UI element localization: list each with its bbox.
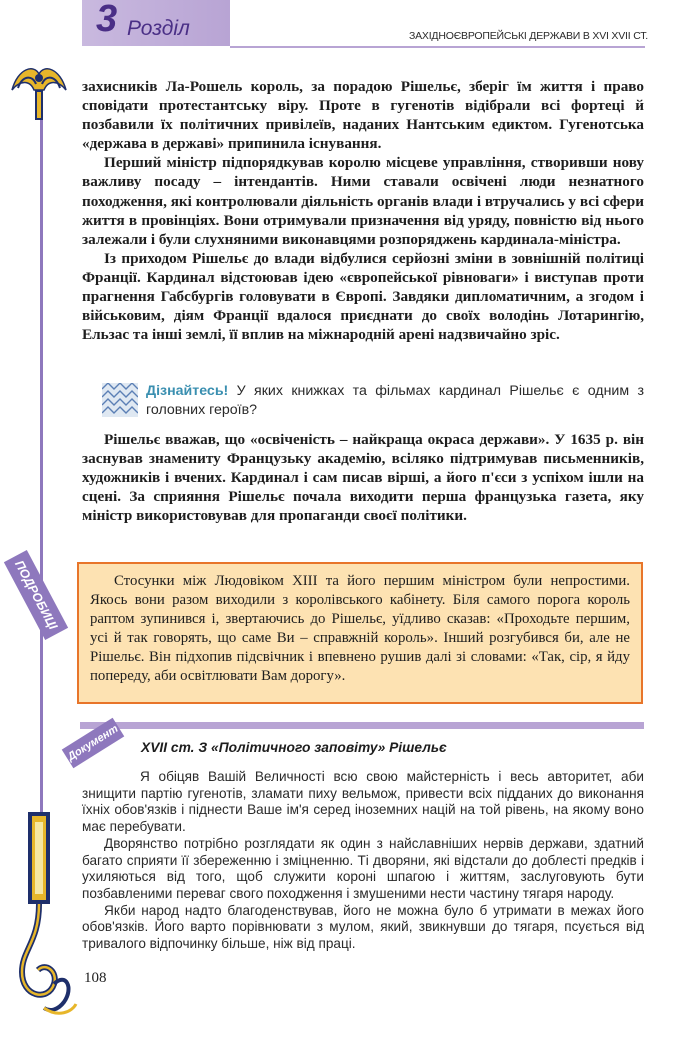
ornament-top-icon <box>8 60 70 124</box>
document-paragraph: Якби народ надто благоденствував, його не можна було б утримати в межах його обов'язків. Його варто порівнювати з мулом, який, звикнувши до тягаря, псується від тривалого відпочинку більше, ніж від праці. <box>82 902 644 952</box>
document-text <box>82 769 644 953</box>
find-out-label: Дізнайтесь! <box>146 383 229 399</box>
header-rule <box>230 46 645 48</box>
details-paragraph: Стосунки між Людовіком XIII та його першим міністром були непростими. Якось вони разом виходили з королівського кабінету. Біля самого порога король раптом зупинився і, звертаючись до Рішельє, уїдливо сказав: «Проходьте першим, усі й так говорять, що саме Ви – справжній король». Інший розгубився би, але не Рішельє. Він підхопив підсвічник і впевнено рушив далі зі словами: «Так, сір, я йду попереду, аби освітлювати Вам дорогу». <box>90 573 630 685</box>
paragraph: Перший міністр підпорядкував королю місцеве управління, створивши нову важливу посаду – інтендантів. Ними ставали освічені люди незнатного походження, які контролювали діяльність органів влади і втручались у всі сфери життя в провінціях. Вони отримували призначення від уряду, повністю від нього залежали і були слухняними виконавцями розпоряджень кардинала-міністра. <box>82 154 644 248</box>
document-paragraph: Я обіцяв Вашій Величності всю свою майстерність і весь авторитет, аби знищити партію гугенотів, зламати пиху вельмож, привести всіх підданих до виконання їхніх обов'язків і піднести Ваше ім'я серед іноземних націй на той рівень, на якому воно має перебувати. <box>82 769 644 835</box>
main-text <box>82 77 644 344</box>
document-paragraph: Дворянство потрібно розглядати як один з найславніших нервів держави, здатний багато сприяти її збереженню і зміцненню. Ті дворяни, які відстали до доблесті предків і ухиляються від того, щоб служити короні шпагою і життям, заслуговують бути позбавленими переваг свого походження і змушеними нести частину тягаря народу. <box>82 835 644 901</box>
find-out-icon <box>102 383 138 417</box>
page-number: 108 <box>84 970 107 986</box>
details-tag: ПОДРОБИЦІ <box>4 550 68 640</box>
running-title: ЗАХІДНОЄВРОПЕЙСЬКІ ДЕРЖАВИ В XVI XVII СТ. <box>408 30 648 42</box>
chapter-number: 3 <box>96 0 118 40</box>
chapter-word: Розділ <box>127 17 190 40</box>
paragraph: Із приходом Рішельє до влади відбулися серйозні зміни в зовнішній політиці Франції. Кардинал відстоював ідею «європейської рівноваги» і виступав проти прагнення Габсбургів головувати в Європі. Завдяки дипломатичним, а згодом і військовим, діям Франції вдалося приєднати до своїх володінь Лотарингію, Ельзас та інші землі, її вплив на міжнародній арені надзвичайно зріс. <box>82 249 644 344</box>
document-rule <box>80 722 644 729</box>
find-out-text: У яких книжках та фільмах кардинал Рішельє є одним з головних героїв? <box>146 383 644 418</box>
paragraph: Рішельє вважав, що «освіченість – найкраща окраса держави». У 1635 р. він заснував знамениту Французьку академію, всіляко підтримував письменників, художників і вчених. Кардинал і сам писав вірші, а його п'єси з успіхом ішли на сцені. За сприяння Рішельє почала виходити перша французька газета, яку міністр використовував для пропаганди своєї політики. <box>82 431 644 525</box>
margin-line <box>40 120 43 820</box>
document-tag: Документ <box>62 718 125 768</box>
find-out-note <box>146 382 644 420</box>
ornament-bottom-icon <box>14 812 80 1022</box>
paragraph: захисників Ла-Рошель король, за порадою Рішельє, зберіг їм життя і право сповідати протестантську віру. Проте в гугенотів відібрали всі фортеці й позбавили їх політичних привілеїв, наданих Нантським едиктом. Гугенотська «держава в державі» припинила існування. <box>82 78 644 153</box>
details-text <box>90 572 630 687</box>
main-text-2 <box>82 430 644 525</box>
document-title: XVII ст. З «Політичного заповіту» Рішельє <box>141 740 447 755</box>
